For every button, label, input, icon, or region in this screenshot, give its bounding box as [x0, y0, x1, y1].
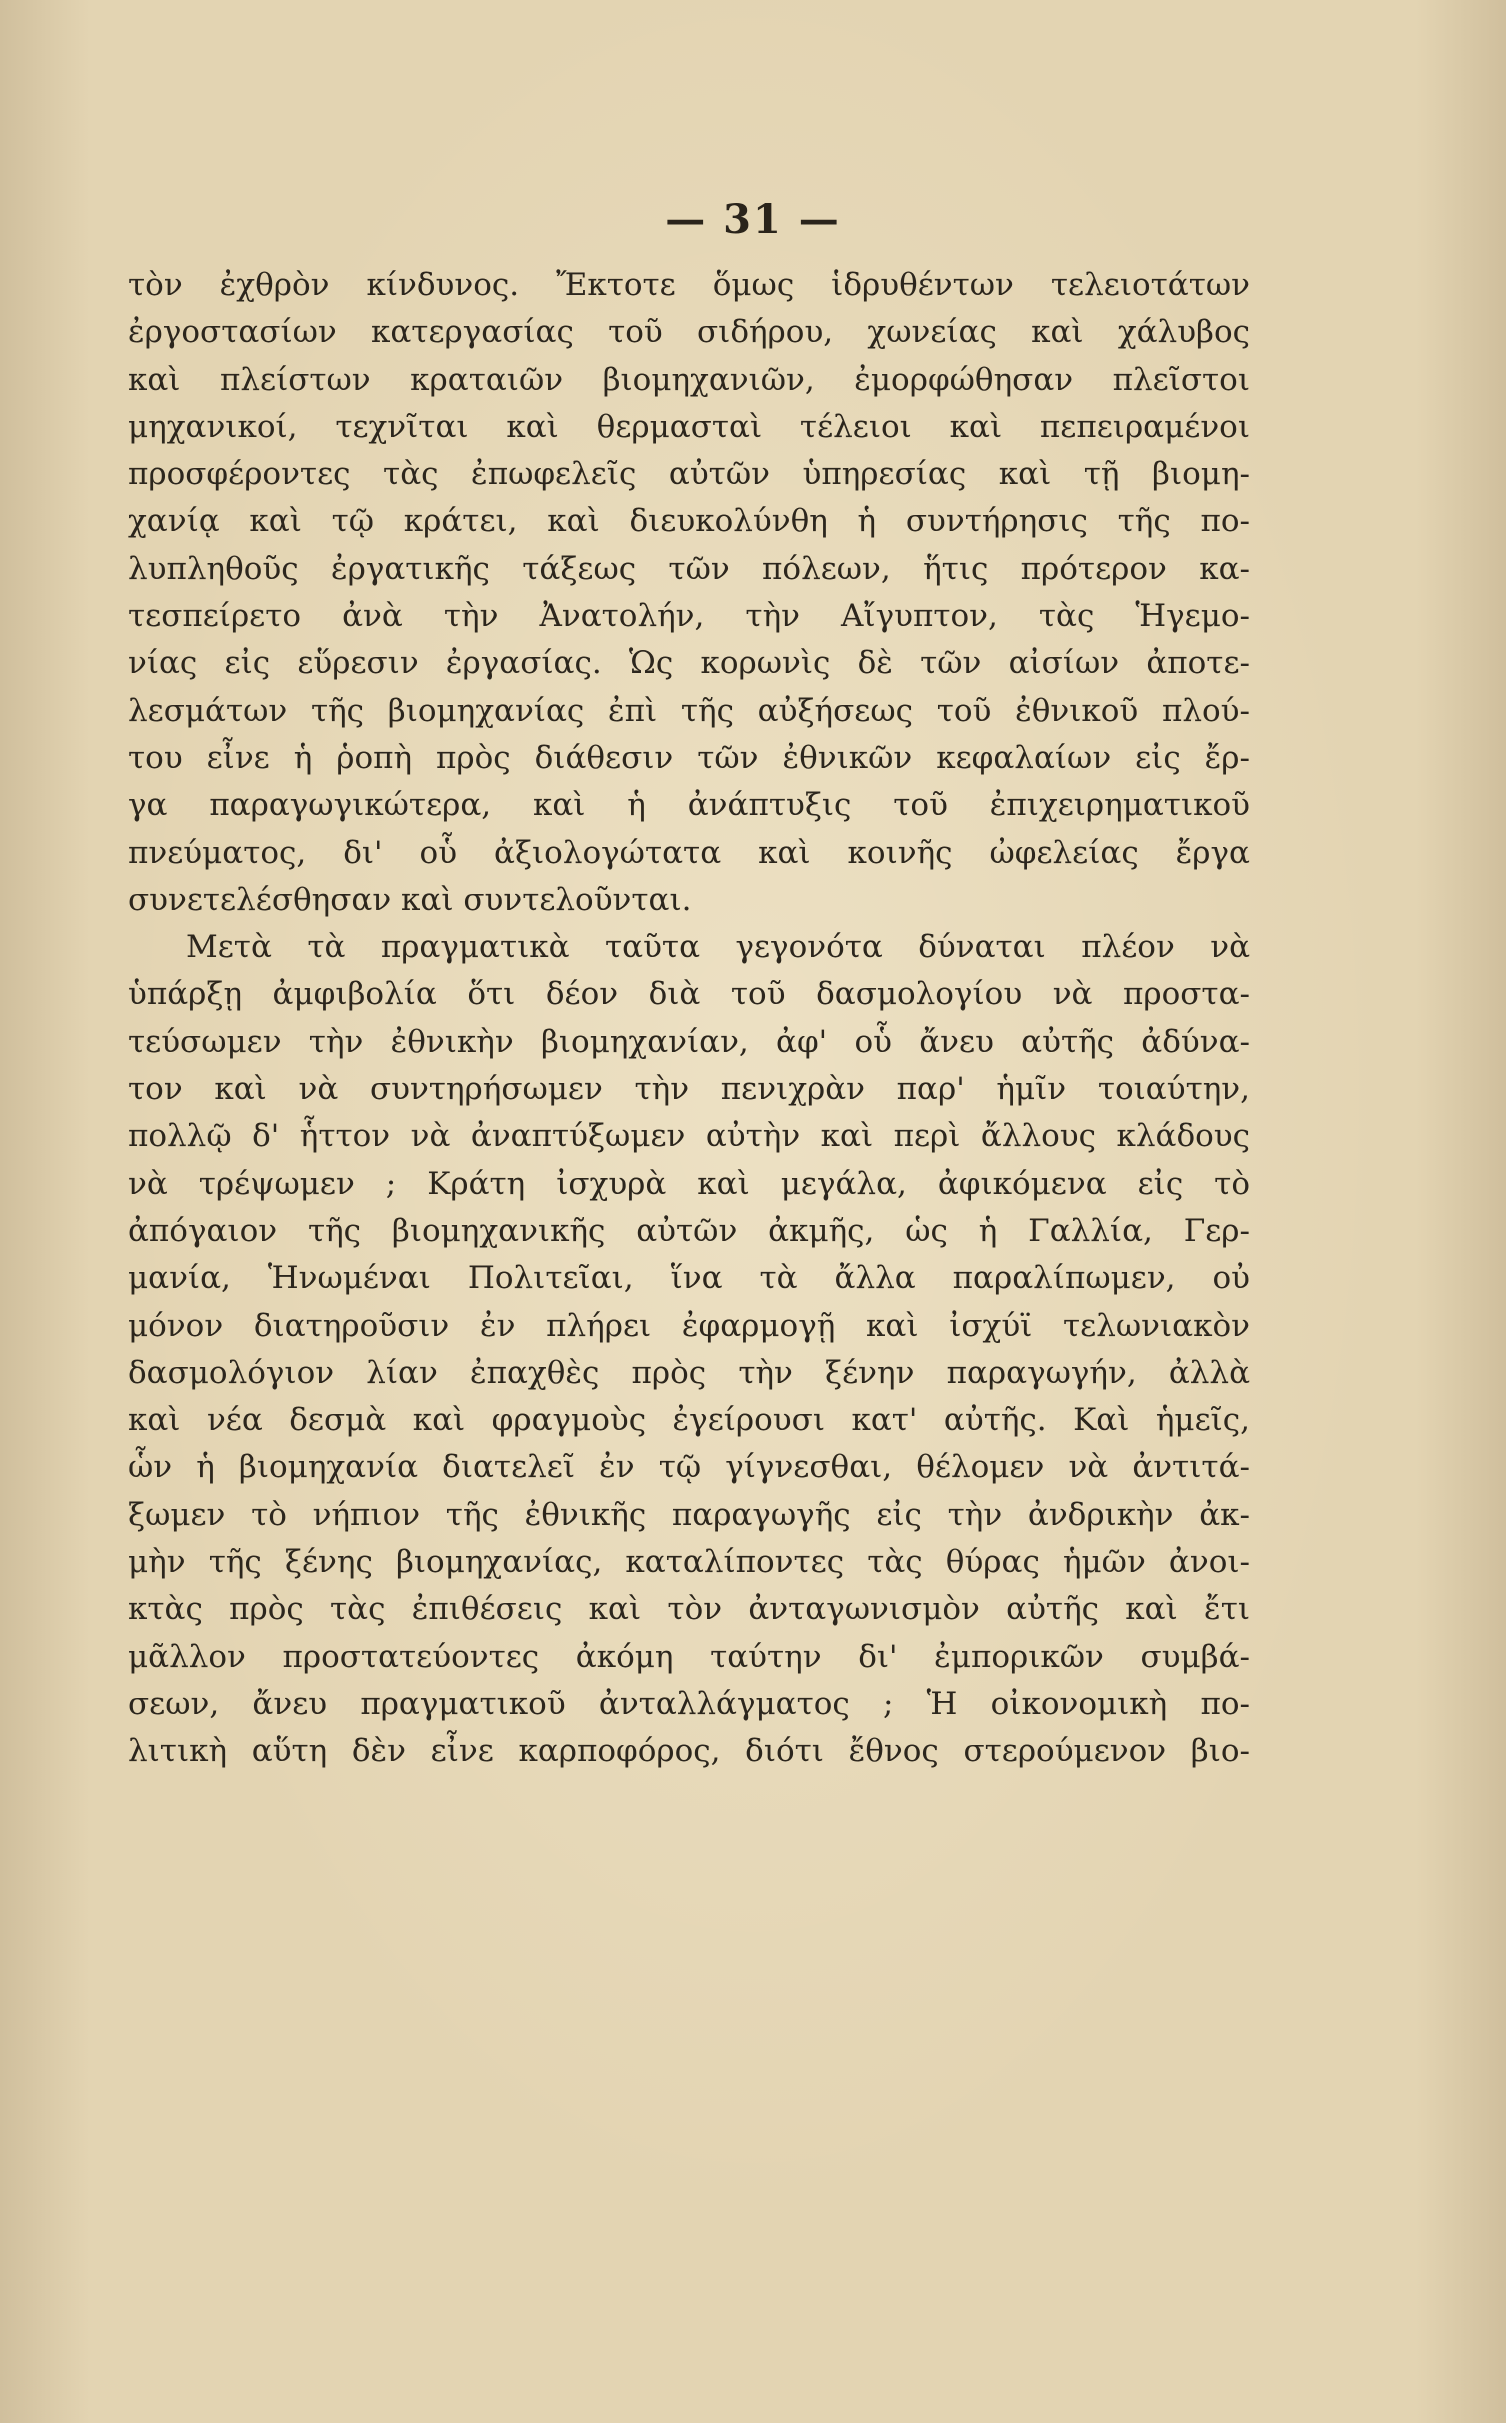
- text-line: τεύσωμεν τὴν ἐθνικὴν βιομηχανίαν, ἀφ' οὗ ἄνευ αὐτῆς ἀδύνα-: [128, 1023, 1250, 1060]
- text-line: νίας εἰς εὕρεσιν ἐργασίας. Ὡς κορωνὶς δὲ τῶν αἰσίων ἀποτε-: [128, 645, 1250, 682]
- text-line: μόνον διατηροῦσιν ἐν πλήρει ἐφαρμογῇ καὶ ἰσχύϊ τελωνιακὸν: [128, 1307, 1250, 1344]
- text-line: ξωμεν τὸ νήπιον τῆς ἐθνικῆς παραγωγῆς εἰς τὴν ἀνδρικὴν ἀκ-: [128, 1496, 1250, 1533]
- text-line: δασμολόγιον λίαν ἐπαχθὲς πρὸς τὴν ξένην παραγωγήν, ἀλλὰ: [128, 1354, 1250, 1391]
- text-line: σεων, ἄνευ πραγματικοῦ ἀνταλλάγματος ; Ἡ οἰκονομικὴ πο-: [128, 1685, 1250, 1722]
- text-line: του εἶνε ἡ ῥοπὴ πρὸς διάθεσιν τῶν ἐθνικῶν κεφαλαίων εἰς ἔρ-: [128, 739, 1250, 776]
- text-line: νὰ τρέψωμεν ; Κράτη ἰσχυρὰ καὶ μεγάλα, ἀφικόμενα εἰς τὸ: [128, 1165, 1250, 1202]
- text-line: προσφέροντες τὰς ἐπωφελεῖς αὐτῶν ὑπηρεσίας καὶ τῇ βιομη-: [128, 456, 1250, 493]
- text-line: πολλῷ δ' ἧττον νὰ ἀναπτύξωμεν αὐτὴν καὶ περὶ ἄλλους κλάδους: [128, 1118, 1250, 1155]
- page-number: — 31 —: [665, 196, 841, 243]
- text-line: ὧν ἡ βιομηχανία διατελεῖ ἐν τῷ γίγνεσθαι, θέλομεν νὰ ἀντιτά-: [128, 1449, 1250, 1486]
- text-line: ὑπάρξῃ ἀμφιβολία ὅτι δέον διὰ τοῦ δασμολογίου νὰ προστα-: [128, 976, 1250, 1013]
- text-line: γα παραγωγικώτερα, καὶ ἡ ἀνάπτυξις τοῦ ἐπιχειρηματικοῦ: [128, 787, 1250, 824]
- text-line: καὶ νέα δεσμὰ καὶ φραγμοὺς ἐγείρουσι κατ' αὐτῆς. Καὶ ἡμεῖς,: [128, 1402, 1250, 1439]
- paragraph-end-line: συνετελέσθησαν καὶ συντελοῦνται.: [128, 881, 692, 918]
- text-line: κτὰς πρὸς τὰς ἐπιθέσεις καὶ τὸν ἀνταγωνισμὸν αὐτῆς καὶ ἔτι: [128, 1591, 1250, 1628]
- text-line: λεσμάτων τῆς βιομηχανίας ἐπὶ τῆς αὐξήσεως τοῦ ἐθνικοῦ πλού-: [128, 692, 1250, 729]
- text-line: μὴν τῆς ξένης βιομηχανίας, καταλίποντες τὰς θύρας ἡμῶν ἀνοι-: [128, 1544, 1250, 1581]
- text-line: ἀπόγαιον τῆς βιομηχανικῆς αὐτῶν ἀκμῆς, ὡς ἡ Γαλλία, Γερ-: [128, 1212, 1250, 1249]
- text-line: πνεύματος, δι' οὗ ἀξιολογώτατα καὶ κοινῆς ὠφελείας ἔργα: [128, 834, 1250, 871]
- text-line: καὶ πλείστων κραταιῶν βιομηχανιῶν, ἐμορφώθησαν πλεῖστοι: [128, 361, 1250, 398]
- text-line: μᾶλλον προστατεύοντες ἀκόμη ταύτην δι' ἐμπορικῶν συμβά-: [128, 1638, 1250, 1675]
- paragraph-start-line: Μετὰ τὰ πραγματικὰ ταῦτα γεγονότα δύναται πλέον νὰ: [186, 929, 1250, 966]
- text-line: τεσπείρετο ἀνὰ τὴν Ἀνατολήν, τὴν Αἴγυπτον, τὰς Ἡγεμο-: [128, 598, 1250, 635]
- text-line: ἐργοστασίων κατεργασίας τοῦ σιδήρου, χωνείας καὶ χάλυβος: [128, 314, 1250, 351]
- text-block: [128, 262, 1250, 1776]
- text-line: τὸν ἐχθρὸν κίνδυνος. Ἔκτοτε ὅμως ἱδρυθέντων τελειοτάτων: [128, 267, 1250, 303]
- text-line: τον καὶ νὰ συντηρήσωμεν τὴν πενιχρὰν παρ' ἡμῖν τοιαύτην,: [128, 1071, 1250, 1108]
- text-line: λιτικὴ αὕτη δὲν εἶνε καρποφόρος, διότι ἔθνος στερούμενον βιο-: [128, 1733, 1250, 1770]
- text-line: λυπληθοῦς ἐργατικῆς τάξεως τῶν πόλεων, ἥτις πρότερον κα-: [128, 550, 1250, 587]
- text-line: μηχανικοί, τεχνῖται καὶ θερμασταὶ τέλειοι καὶ πεπειραμένοι: [128, 408, 1250, 445]
- text-line: χανίᾳ καὶ τῷ κράτει, καὶ διευκολύνθη ἡ συντήρησις τῆς πο-: [128, 503, 1250, 540]
- text-line: μανία, Ἡνωμέναι Πολιτεῖαι, ἵνα τὰ ἄλλα παραλίπωμεν, οὐ: [128, 1260, 1250, 1297]
